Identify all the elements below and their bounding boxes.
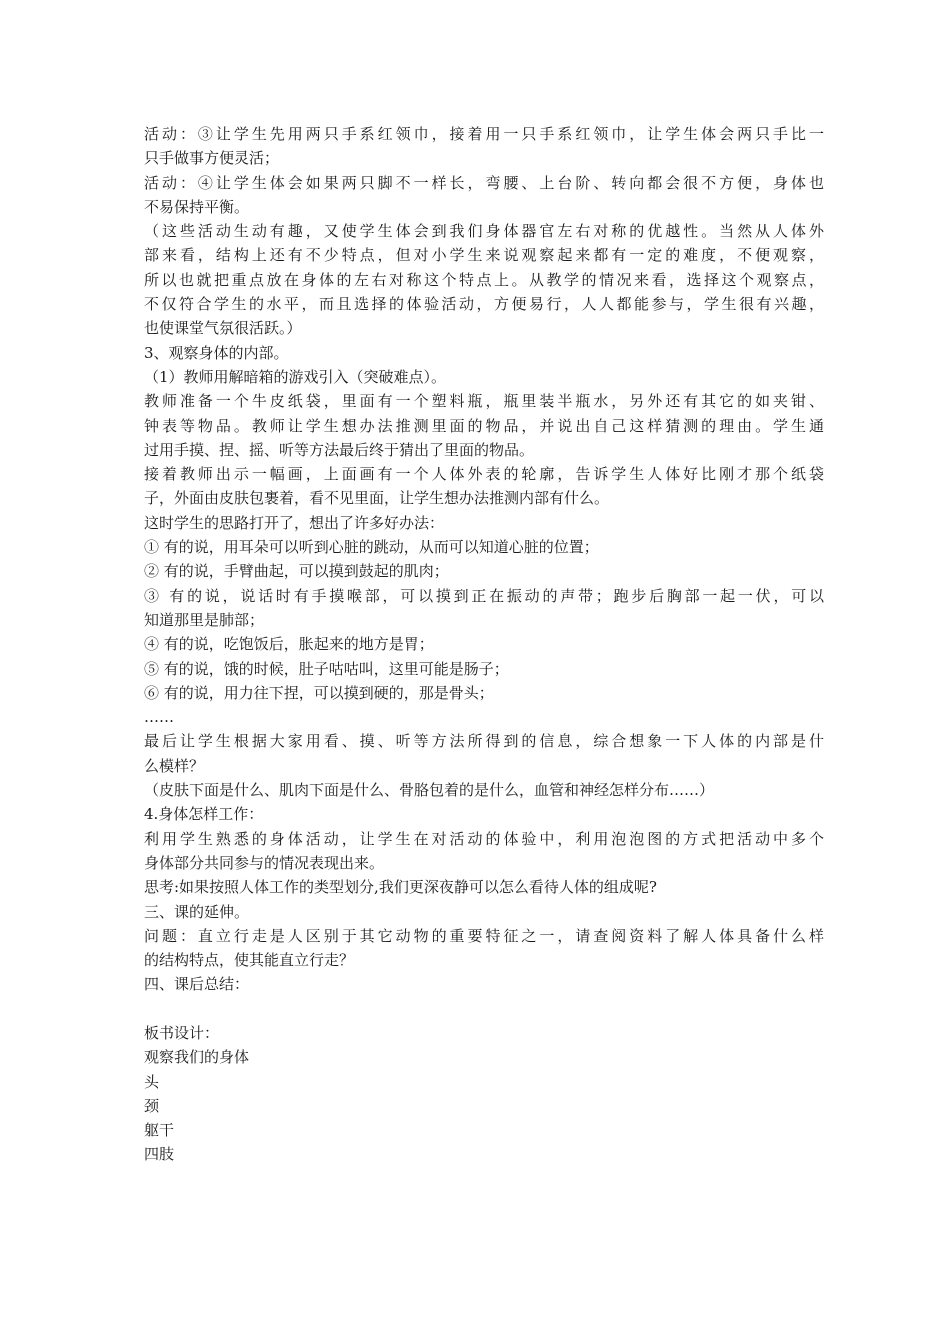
document-body [144, 122, 824, 1167]
text-line: 三、课的延伸。 [144, 902, 250, 921]
text-line: （1）教师用解暗箱的游戏引入（突破难点）。 [144, 367, 447, 386]
text-line: 接着教师出示一幅画，上面画有一个人体外表的轮廓，告诉学生人体好比刚才那个纸袋 [144, 465, 824, 484]
text-line: 观察我们的身体 [144, 1048, 250, 1067]
text-line: 也使课堂气氛很活跃。） [144, 319, 302, 338]
text-line: 思考:如果按照人体工作的类型划分,我们更深夜静可以怎么看待人体的组成呢? [144, 878, 657, 897]
text-line: …… [144, 708, 174, 727]
text-line: （这些活动生动有趣，又使学生体会到我们身体器官左右对称的优越性。当然从人体外 [144, 222, 824, 241]
text-line: 活动：③让学生先用两只手系红领巾，接着用一只手系红领巾，让学生体会两只手比一 [144, 125, 824, 143]
text-line: ① 有的说，用耳朵可以听到心脏的跳动，从而可以知道心脏的位置； [144, 538, 599, 557]
text-line: 不易保持平衡。 [144, 197, 250, 216]
text-line: 部来看，结构上还有不少特点，但对小学生来说观察起来都有一定的难度，不便观察， [144, 246, 824, 265]
text-line: （皮肤下面是什么、肌肉下面是什么、骨胳包着的是什么，血管和神经怎样分布……） [144, 781, 715, 800]
text-line: 头 [144, 1072, 160, 1091]
text-line: 只手做事方便灵活； [144, 149, 280, 168]
text-line: 四肢 [144, 1145, 175, 1164]
text-line: 不仅符合学生的水平，而且选择的体验活动，方便易行，人人都能参与，学生很有兴趣， [144, 295, 824, 314]
text-line: ⑥ 有的说，用力往下捏，可以摸到硬的，那是骨头； [144, 683, 494, 702]
text-line: 所以也就把重点放在身体的左右对称这个特点上。从教学的情况来看，选择这个观察点， [144, 270, 824, 289]
text-line: 身体部分共同参与的情况表现出来。 [144, 853, 385, 872]
text-line: 子，外面由皮肤包裹着，看不见里面，让学生想办法推测内部有什么。 [144, 489, 610, 508]
text-line: 活动：④让学生体会如果两只脚不一样长，弯腰、上台阶、转向都会很不方便，身体也 [144, 173, 824, 192]
text-line: 教师准备一个牛皮纸袋，里面有一个塑料瓶，瓶里装半瓶水，另外还有其它的如夹钳、 [144, 392, 824, 411]
text-line: 板书设计： [144, 1023, 220, 1042]
text-line: 这时学生的思路打开了，想出了许多好办法： [144, 513, 445, 532]
text-line: 四、课后总结： [144, 975, 250, 994]
text-line: 躯干 [144, 1121, 175, 1140]
text-line: ⑤ 有的说，饿的时候，肚子咕咕叫，这里可能是肠子； [144, 659, 509, 678]
text-line: 最后让学生根据大家用看、摸、听等方法所得到的信息，综合想象一下人体的内部是什 [144, 732, 824, 751]
text-line: 3、观察身体的内部。 [144, 343, 289, 362]
blank-line [144, 997, 824, 1021]
text-line: 颈 [144, 1096, 160, 1115]
text-line: ④ 有的说，吃饱饭后，胀起来的地方是胃； [144, 635, 434, 654]
text-line: 知道那里是肺部； [144, 610, 265, 629]
text-line: 钟表等物品。教师让学生想办法推测里面的物品，并说出自己这样猜测的理由。学生通 [144, 416, 824, 435]
text-line: 4.身体怎样工作： [144, 805, 264, 824]
text-line: 利用学生熟悉的身体活动，让学生在对活动的体验中，利用泡泡图的方式把活动中多个 [144, 829, 824, 848]
text-line: 过用手摸、捏、摇、听等方法最后终于猜出了里面的物品。 [144, 440, 535, 459]
text-line: 么模样？ [144, 756, 205, 775]
text-line: ② 有的说，手臂曲起，可以摸到鼓起的肌肉； [144, 562, 449, 581]
text-line: ③ 有的说，说话时有手摸喉部，可以摸到正在振动的声带；跑步后胸部一起一伏，可以 [144, 586, 824, 605]
text-line: 问题：直立行走是人区别于其它动物的重要特征之一，请查阅资料了解人体具备什么样 [144, 926, 824, 945]
text-line: 的结构特点，使其能直立行走？ [144, 951, 355, 970]
